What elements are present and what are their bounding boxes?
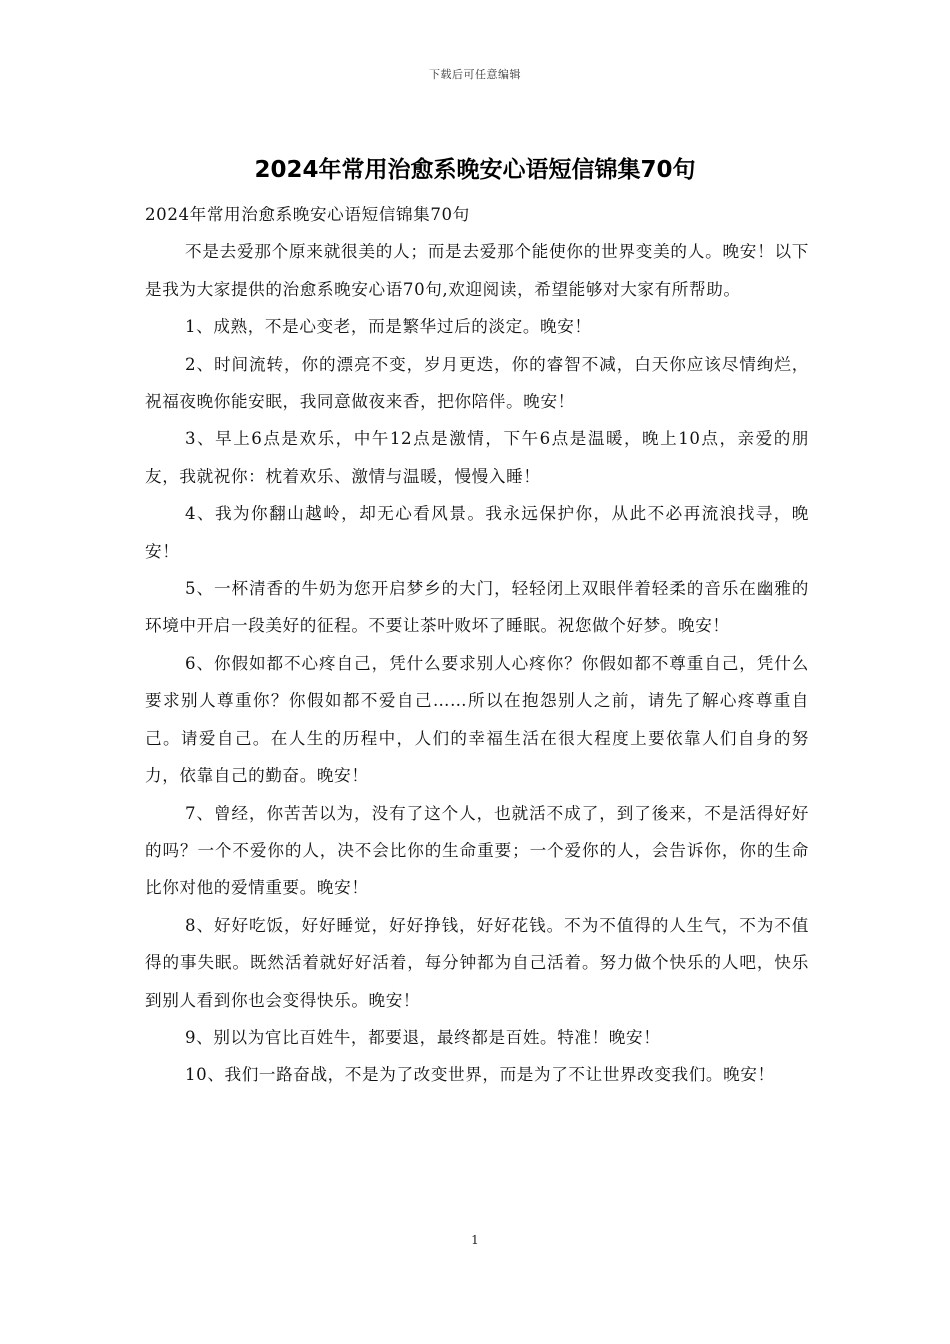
page-header-note: 下载后可任意编辑	[429, 68, 521, 81]
list-item: 2、时间流转，你的漂亮不变，岁月更迭，你的睿智不减，白天你应该尽情绚烂，祝福夜晚你能安眠，我同意做夜来香，把你陪伴。晚安！	[145, 354, 809, 412]
document-title: 2024年常用治愈系晚安心语短信锦集70句	[254, 157, 696, 183]
list-item: 10、我们一路奋战，不是为了改变世界，而是为了不让世界改变我们。晚安！	[185, 1065, 775, 1085]
document-subtitle: 2024年常用治愈系晚安心语短信锦集70句	[145, 205, 470, 224]
list-item: 9、别以为官比百姓牛，都要退，最终都是百姓。特准！晚安！	[185, 1027, 661, 1047]
intro-paragraph: 不是去爱那个原来就很美的人；而是去爱那个能使你的世界变美的人。晚安！以下是我为大家提供的治愈系晚安心语70句,欢迎阅读，希望能够对大家有所帮助。	[145, 242, 809, 299]
page-number: 1	[471, 1233, 479, 1247]
list-item: 3、早上6点是欢乐，中午12点是激情，下午6点是温暖，晚上10点，亲爱的朋友，我就祝你：枕着欢乐、激情与温暖，慢慢入睡！	[145, 429, 809, 486]
list-item: 4、我为你翻山越岭，却无心看风景。我永远保护你，从此不必再流浪找寻，晚安！	[145, 504, 809, 561]
list-item: 5、一杯清香的牛奶为您开启梦乡的大门，轻轻闭上双眼伴着轻柔的音乐在幽雅的环境中开启一段美好的征程。不要让茶叶败坏了睡眠。祝您做个好梦。晚安！	[145, 579, 809, 636]
list-item: 1、成熟，不是心变老，而是繁华过后的淡定。晚安！	[185, 317, 592, 337]
document-body	[145, 196, 809, 1094]
list-item: 6、你假如都不心疼自己，凭什么要求别人心疼你？你假如都不尊重自己，凭什么要求别人尊重你？你假如都不爱自己……所以在抱怨别人之前，请先了解心疼尊重自己。请爱自己。在人生的历程中，人们的幸福生活在很大程度上要依靠人们自身的努力，依靠自己的勤奋。晚安！	[145, 653, 809, 786]
list-item: 8、好好吃饭，好好睡觉，好好挣钱，好好花钱。不为不值得的人生气，不为不值得的事失眠。既然活着就好好活着，每分钟都为自己活着。努力做个快乐的人吧，快乐到别人看到你也会变得快乐。晚安！	[145, 915, 809, 1010]
list-item: 7、曾经，你苦苦以为，没有了这个人，也就活不成了，到了後来，不是活得好好的吗？一个不爱你的人，决不会比你的生命重要；一个爱你的人，会告诉你，你的生命比你对他的爱情重要。晚安！	[145, 803, 809, 898]
